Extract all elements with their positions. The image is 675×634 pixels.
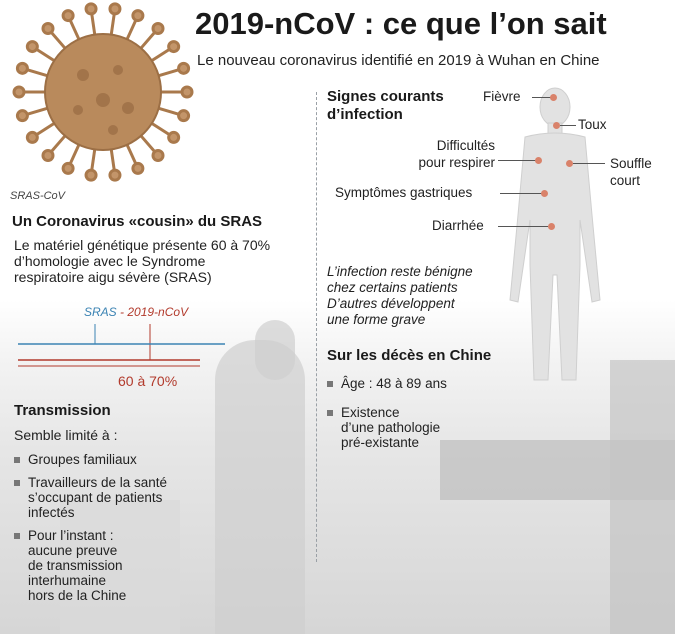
ncov-label: 2019-nCoV	[127, 305, 189, 319]
column-divider	[316, 92, 317, 562]
virus-spike-tip	[27, 42, 37, 52]
transmission-list	[14, 452, 224, 611]
virus-spike-tip	[169, 42, 179, 52]
deaths-heading: Sur les décès en Chine	[327, 347, 492, 364]
list-item-text: Travailleurs de la santé	[28, 475, 168, 490]
list-item	[327, 405, 527, 450]
comparison-labels	[84, 305, 188, 319]
virus-spike-tip	[14, 87, 24, 97]
virus-spike-tip	[133, 11, 143, 21]
symptom-short-breath-line: court	[610, 173, 641, 188]
list-item-text: d’une pathologie	[341, 420, 441, 435]
symptoms-heading-line: Signes courants	[327, 88, 444, 105]
symptom-breathing-line: pour respirer	[418, 155, 495, 170]
virus-spike-tip	[179, 63, 189, 73]
virus-caption: SRAS-CoV	[10, 190, 66, 202]
list-item	[14, 475, 224, 520]
virus-spike-tip	[153, 150, 163, 160]
virus-spike-tip	[182, 87, 192, 97]
list-item-text: interhumaine	[28, 573, 107, 588]
note-line: L’infection reste bénigne	[327, 264, 473, 279]
list-item	[14, 528, 224, 603]
list-item-text: hors de la Chine	[28, 588, 127, 603]
connector-line	[498, 226, 548, 227]
virus-spike-tip	[63, 11, 73, 21]
symptom-fever: Fièvre	[483, 89, 521, 104]
virus-spike-tip	[110, 4, 120, 14]
virus-spike-tip	[43, 150, 53, 160]
symptom-marker	[541, 190, 548, 197]
virus-spike-tip	[17, 63, 27, 73]
virus-spike-tip	[17, 111, 27, 121]
list-item-text: de transmission	[28, 558, 123, 573]
cousin-text-line: d’homologie avec le Syndrome	[14, 253, 206, 269]
cousin-text-line: Le matériel génétique présente 60 à 70%	[14, 237, 271, 253]
cousin-text	[14, 237, 270, 285]
list-item-text: Groupes familiaux	[28, 452, 137, 467]
virus-spike-tip	[110, 170, 120, 180]
virus-spike-tip	[27, 132, 37, 142]
symptoms-heading-line: d’infection	[327, 106, 403, 123]
symptoms-heading	[327, 88, 444, 124]
list-item-text: aucune preuve	[28, 543, 118, 558]
sras-label: SRAS	[84, 305, 117, 319]
symptom-marker	[535, 157, 542, 164]
symptom-cough: Toux	[578, 117, 607, 132]
cousin-heading: Un Coronavirus «cousin» du SRAS	[12, 213, 263, 230]
symptom-marker	[550, 94, 557, 101]
list-item-text: Existence	[341, 405, 400, 420]
list-item-text: s’occupant de patients	[28, 490, 163, 505]
transmission-intro: Semble limité à :	[14, 427, 118, 443]
note-line: chez certains patients	[327, 280, 458, 295]
severity-note	[327, 264, 473, 328]
deaths-list	[327, 376, 527, 458]
virus-spike-tip	[169, 132, 179, 142]
virus-spike-tip	[86, 170, 96, 180]
connector-line	[532, 97, 552, 98]
virus-spike-tip	[133, 163, 143, 173]
page-title: 2019-nCoV : ce que l’on sait	[195, 6, 607, 41]
list-item	[327, 376, 527, 391]
connector-line	[500, 193, 542, 194]
list-item	[14, 452, 224, 467]
coronavirus-icon	[8, 0, 198, 190]
connector-line	[560, 125, 576, 126]
transmission-heading: Transmission	[14, 402, 111, 419]
separator: -	[116, 305, 128, 319]
list-item-text: pré-existante	[341, 435, 420, 450]
symptom-breathing-line: Difficultés	[436, 138, 495, 153]
virus-spike-tip	[63, 163, 73, 173]
homology-diagram	[10, 318, 225, 373]
symptom-short-breath-line: Souffle	[610, 156, 652, 171]
virus-spike-tip	[179, 111, 189, 121]
connector-line	[498, 160, 536, 161]
homology-percent: 60 à 70%	[118, 373, 178, 389]
symptom-marker	[566, 160, 573, 167]
connector-line	[573, 163, 605, 164]
cousin-text-line: respiratoire aigu sévère (SRAS)	[14, 269, 212, 285]
note-line: une forme grave	[327, 312, 426, 327]
list-item-text: infectés	[28, 505, 75, 520]
virus-spike-tip	[86, 4, 96, 14]
symptom-breathing	[400, 137, 495, 171]
symptom-gastric: Symptômes gastriques	[335, 185, 473, 200]
symptom-diarrhea: Diarrhée	[432, 218, 484, 233]
virus-spike-tip	[43, 24, 53, 34]
symptom-marker	[553, 122, 560, 129]
symptom-short-breath	[610, 155, 652, 189]
note-line: D’autres développent	[327, 296, 455, 311]
list-item-text: Pour l’instant :	[28, 528, 114, 543]
symptom-marker	[548, 223, 555, 230]
page-subtitle: Le nouveau coronavirus identifié en 2019 à Wuhan en Chine	[197, 52, 600, 69]
list-item-text: Âge : 48 à 89 ans	[341, 376, 447, 391]
virus-spike-tip	[153, 24, 163, 34]
